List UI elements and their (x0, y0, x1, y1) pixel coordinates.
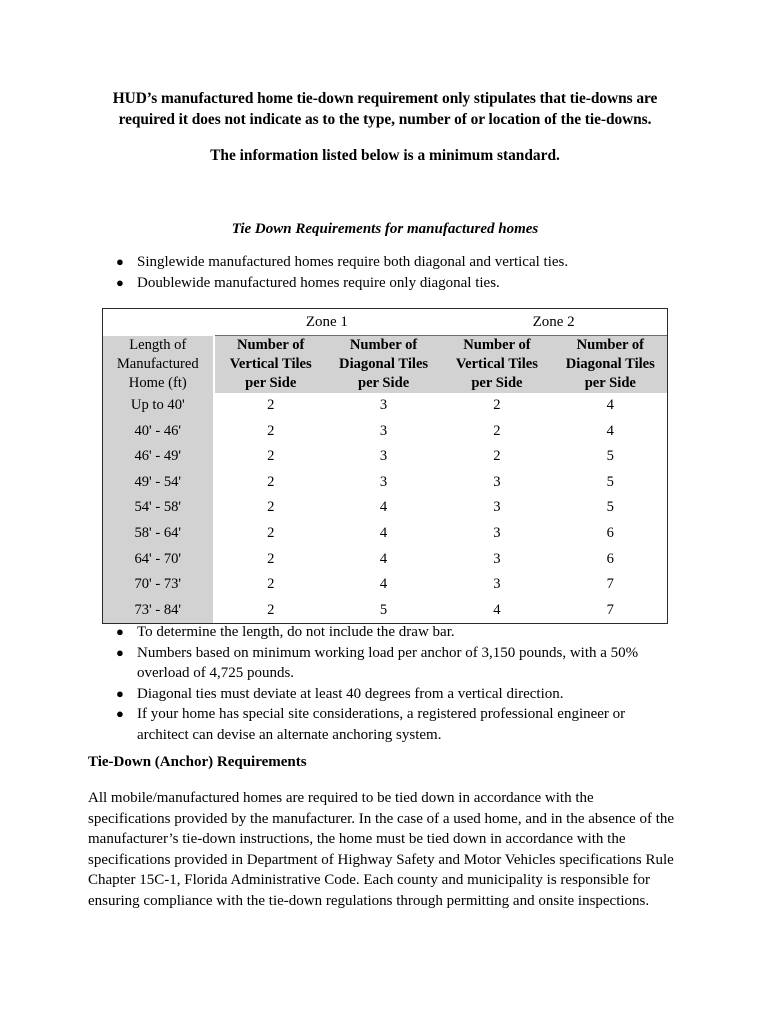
table-cell-zone2-vertical: 3 (440, 572, 553, 598)
table-zone-1-header: Zone 1 (214, 309, 441, 336)
table-cell-zone2-vertical: 3 (440, 495, 553, 521)
table-header-zone1-vertical-line-1: Number of (236, 337, 305, 353)
table-header-length-line-1: Length of (129, 336, 187, 353)
list-item-text: Doublewide manufactured homes require only diagonal ties. (137, 274, 500, 291)
section-title: Tie Down Requirements for manufactured homes (231, 221, 539, 237)
table-header-zone2-vertical-line-1: Number of (463, 337, 531, 353)
bullet-dot-icon: ● (116, 624, 124, 639)
table-cell-zone2-diagonal: 6 (554, 521, 667, 547)
table-cell-zone2-vertical: 3 (440, 521, 553, 547)
table-row (103, 521, 667, 547)
list-item (112, 252, 672, 273)
table-header-zone1-diagonal-line-3: per Side (357, 375, 410, 391)
list-item-text: Diagonal ties must deviate at least 40 degrees from a vertical direction. (137, 685, 564, 702)
bullet-dot-icon: ● (116, 644, 124, 660)
table-cell-zone1-diagonal: 4 (327, 547, 440, 573)
table-column-header-row (103, 336, 667, 394)
table-cell-zone2-diagonal: 5 (554, 470, 667, 496)
document-subtitle (96, 145, 674, 166)
table-cell-length: 46' - 49' (103, 444, 214, 470)
bullet-dot-icon: ● (116, 685, 124, 701)
list-item (112, 622, 672, 643)
table-cell-length: Up to 40' (103, 393, 214, 419)
table-cell-zone1-vertical: 2 (214, 470, 327, 496)
table-row (103, 470, 667, 496)
table-row (103, 495, 667, 521)
table-cell-zone2-vertical: 2 (440, 393, 553, 419)
table-header-zone2-diagonal-line-1: Number of (576, 337, 645, 353)
table-cell-length: 49' - 54' (103, 470, 214, 496)
table-cell-length: 64' - 70' (103, 547, 214, 573)
table-cell-zone1-vertical: 2 (214, 419, 327, 445)
list-item (112, 273, 672, 294)
table-cell-zone1-diagonal: 4 (327, 572, 440, 598)
table-header-zone2-diagonal-line-3: per Side (584, 375, 636, 391)
table-cell-zone2-vertical: 3 (440, 547, 553, 573)
list-item-text: If your home has special site considerations, a registered professional engineer or architect can devise an alternate anchoring system. (137, 706, 626, 743)
table-zone-group-row (103, 309, 667, 336)
table-cell-zone2-vertical: 2 (440, 419, 553, 445)
table-header-length-line-2: Manufactured (116, 355, 199, 372)
table-cell-zone1-diagonal: 3 (327, 393, 440, 419)
table-header-zone1-diagonal-line-1: Number of (349, 337, 418, 353)
table-header-zone1-vertical-line-2: Vertical Tiles (229, 356, 312, 372)
table-cell-zone2-diagonal: 5 (554, 495, 667, 521)
table-cell-zone1-vertical: 2 (214, 495, 327, 521)
table-cell-length: 70' - 73' (103, 572, 214, 598)
bullet-dot-icon: ● (116, 706, 124, 721)
table-header-zone2-diagonal-line-2: Diagonal Tiles (565, 356, 655, 372)
table-header-zone2-diagonal (554, 336, 667, 394)
table-header-zone1-diagonal (327, 336, 440, 394)
table-header-length-line-3: Home (ft) (128, 374, 187, 391)
table-header-zone1-diagonal-line-2: Diagonal Tiles (339, 356, 429, 372)
table-cell-length: 54' - 58' (103, 495, 214, 521)
list-item (112, 684, 672, 705)
table-cell-zone1-diagonal: 5 (327, 598, 440, 624)
table-cell-zone2-diagonal: 7 (554, 572, 667, 598)
table-cell-zone1-vertical: 2 (214, 547, 327, 573)
bullet-list-below-table (112, 622, 672, 745)
table-cell-zone2-vertical: 2 (440, 444, 553, 470)
table-cell-length: 73' - 84' (103, 598, 214, 624)
table-cell-zone1-vertical: 2 (214, 444, 327, 470)
table-cell-zone1-vertical: 2 (214, 393, 327, 419)
table-header-length (103, 336, 214, 394)
anchor-requirements-heading: Tie-Down (Anchor) Requirements (88, 754, 307, 770)
table-cell-zone1-diagonal: 4 (327, 495, 440, 521)
table-cell-zone1-vertical: 2 (214, 572, 327, 598)
table-row (103, 393, 667, 419)
subtitle-line-1: The information listed below is a minimum standard. (210, 147, 560, 164)
table-cell-zone2-diagonal: 7 (554, 598, 667, 624)
list-item-text: Singlewide manufactured homes require both diagonal and vertical ties. (137, 254, 569, 270)
table-cell-zone2-vertical: 3 (440, 470, 553, 496)
title-line-1: HUD’s manufactured home tie-down requirement only stipulates that tie-downs are (112, 90, 658, 107)
list-item (112, 704, 672, 745)
list-item-text: To determine the length, do not include the draw bar. (137, 624, 455, 640)
table-cell-zone1-diagonal: 4 (327, 521, 440, 547)
table-cell-zone2-diagonal: 5 (554, 444, 667, 470)
table-cell-zone2-diagonal: 4 (554, 419, 667, 445)
list-item-text: Numbers based on minimum working load per anchor of 3,150 pounds, with a 50% overload of 4,725 pounds. (137, 644, 639, 681)
table-zone-blank-cell (103, 309, 214, 336)
table-cell-length: 40' - 46' (103, 419, 214, 445)
table-cell-zone1-vertical: 2 (214, 598, 327, 624)
bullet-dot-icon: ● (116, 274, 124, 290)
table-row (103, 444, 667, 470)
table-row (103, 572, 667, 598)
table-header-zone1-vertical-line-3: per Side (245, 375, 297, 391)
table-cell-zone1-diagonal: 3 (327, 444, 440, 470)
table-row (103, 419, 667, 445)
anchor-requirements-paragraph: All mobile/manufactured homes are required to be tied down in accordance with the specifications provided by the manufacturer. In the case of a used home, and in the absence of the manufacturer’s tie-down instructions, the home must be tied down in accordance with the specifications provided in Department of Highway Safety and Motor Vehicles specifications Rule Chapter 15C-1, Florida Administrative Code. Each county and municipality is responsible for ensuring compliance with the tie-down regulations through permitting and onsite inspections. (88, 790, 675, 909)
table-cell-zone2-diagonal: 4 (554, 393, 667, 419)
table-header-zone2-vertical (440, 336, 553, 394)
list-item (112, 643, 672, 684)
table-cell-zone2-vertical: 4 (440, 598, 553, 624)
document-title (96, 88, 674, 130)
table-cell-zone1-vertical: 2 (214, 521, 327, 547)
table-cell-zone2-diagonal: 6 (554, 547, 667, 573)
table-cell-zone1-diagonal: 3 (327, 470, 440, 496)
bullet-list-above-table (112, 252, 672, 293)
tie-down-requirements-table (102, 308, 668, 624)
table-cell-length: 58' - 64' (103, 521, 214, 547)
title-line-2: required it does not indicate as to the type, number of or location of the tie-downs. (118, 111, 652, 128)
table-header-zone1-vertical (214, 336, 327, 394)
table-zone-2-header: Zone 2 (440, 309, 667, 336)
table-header-zone2-vertical-line-3: per Side (471, 375, 523, 391)
bullet-dot-icon: ● (116, 254, 124, 269)
table-cell-zone1-diagonal: 3 (327, 419, 440, 445)
table-header-zone2-vertical-line-2: Vertical Tiles (455, 356, 538, 372)
table-row (103, 547, 667, 573)
table-row (103, 598, 667, 624)
